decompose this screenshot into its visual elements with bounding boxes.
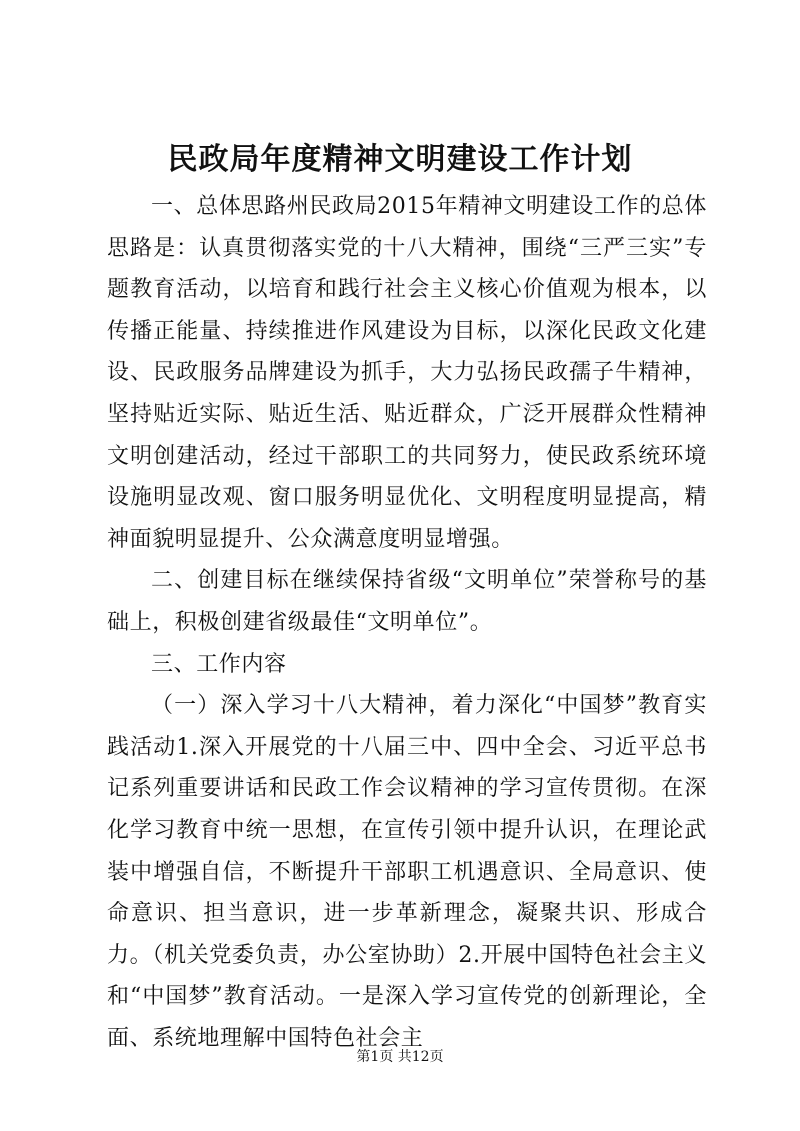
document-body [107,186,707,1059]
paragraph-study-section: （一）深入学习十八大精神，着力深化“中国梦”教育实践活动1.深入开展党的十八届三中、四中全会、习近平总书记系列重要讲话和民政工作会议精神的学习宣传贯彻。在深化学习教育中统一思想，在宣传引领中提升认识，在理论武装中增强自信，不断提升干部职工机遇意识、全局意识、使命意识、担当意识，进一步革新理念，凝聚共识、形成合力。（机关党委负责，办公室协助）2.开展中国特色社会主义和“中国梦”教育活动。一是深入学习宣传党的创新理论，全面、系统地理解中国特色社会主 [107,693,707,1051]
paragraph-creation-goal: 二、创建目标在继续保持省级“文明单位”荣誉称号的基础上，积极创建省级最佳“文明单位”。 [107,568,707,635]
document-title: 民政局年度精神文明建设工作计划 [167,142,633,177]
page-number-footer: 第1页 共12页 [356,1049,444,1065]
paragraph-work-content-heading: 三、工作内容 [151,651,287,677]
paragraph-overall-approach: 一、总体思路州民政局2015年精神文明建设工作的总体思路是：认真贯彻落实党的十八大精神，围绕“三严三实”专题教育活动，以培育和践行社会主义核心价值观为根本，以传播正能量、持续推进作风建设为目标，以深化民政文化建设、民政服务品牌建设为抓手，大力弘扬民政孺子牛精神，坚持贴近实际、贴近生活、贴近群众，广泛开展群众性精神文明创建活动，经过干部职工的共同努力，使民政系统环境设施明显改观、窗口服务明显优化、文明程度明显提高，精神面貌明显提升、公众满意度明显增强。 [107,194,707,552]
